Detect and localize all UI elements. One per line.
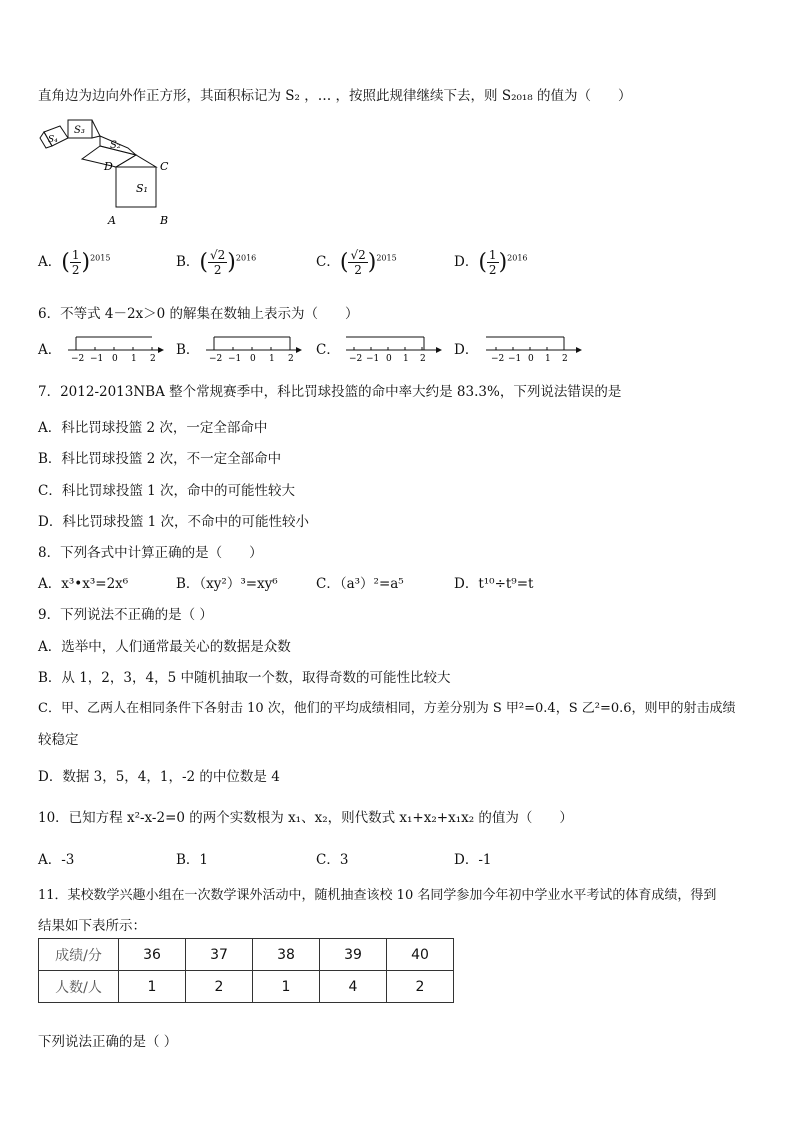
q9-option-c[interactable]: C．甲、乙两人在相同条件下各射击 10 次，他们的平均成绩相同，方差分别为 S 甲²=0.4，S 乙²=0.6，则甲的射击成绩	[38, 701, 736, 716]
q5-intro: 直角边为边向外作正方形，其面积标记为 S₂ ，… ，按照此规律继续下去，则 S₂₀₁₈ 的值为（ ）	[38, 88, 632, 104]
table-cell: 40	[387, 939, 454, 971]
q10-option-b[interactable]: B．1	[176, 852, 209, 868]
q7-option-a[interactable]: A．科比罚球投篮 2 次，一定全部命中	[38, 420, 268, 436]
q8-option-d[interactable]: D．t¹⁰÷t⁹=t	[454, 576, 534, 592]
q10-option-d[interactable]: D．-1	[454, 852, 492, 868]
svg-text:2: 2	[420, 354, 426, 364]
q6-number-line-c	[344, 328, 444, 364]
q6-option-c[interactable]: C．	[316, 342, 340, 358]
label-s2: S₂	[110, 140, 121, 151]
svg-text:−1: −1	[228, 354, 242, 364]
q9-stem: 9．下列说法不正确的是（ ）	[38, 607, 213, 623]
svg-text:2: 2	[288, 354, 294, 364]
svg-text:0: 0	[250, 354, 256, 364]
svg-text:1: 1	[545, 354, 551, 364]
svg-text:−1: −1	[508, 354, 522, 364]
table-cell: 1	[253, 971, 320, 1003]
q11-stem-line2: 结果如下表所示：	[38, 918, 146, 934]
svg-text:2: 2	[562, 354, 568, 364]
table-row	[39, 939, 454, 971]
svg-text:−2: −2	[491, 354, 505, 364]
table-cell: 2	[186, 971, 253, 1003]
table-cell: 37	[186, 939, 253, 971]
svg-text:−1: −1	[90, 354, 104, 364]
q11-stem-line1: 11．某校数学兴趣小组在一次数学课外活动中，随机抽查该校 10 名同学参加今年初中学业水平考试的体育成绩，得到	[38, 888, 717, 903]
table-cell: 38	[253, 939, 320, 971]
label-s1: S₁	[136, 182, 148, 195]
q5-option-c[interactable]: C．( $\frac{√2}{2}$ )$^{2015}$	[316, 248, 397, 277]
table-cell: 2	[387, 971, 454, 1003]
score-table	[38, 938, 454, 1003]
table-cell: 4	[320, 971, 387, 1003]
q9-option-c-continued: 较稳定	[38, 732, 79, 748]
q6-number-line-d	[484, 330, 584, 364]
svg-text:−2: −2	[71, 354, 85, 364]
q7-option-b[interactable]: B．科比罚球投篮 2 次，不一定全部命中	[38, 451, 282, 467]
q10-stem: 10．已知方程 x²-x-2=0 的两个实数根为 x₁、x₂，则代数式 x₁+x₂+x₁x₂ 的值为（ ）	[38, 810, 573, 826]
q5-option-d[interactable]: D．( $\frac{1}{2}$ )$^{2016}$	[454, 248, 528, 277]
svg-text:1: 1	[403, 354, 409, 364]
q11-question: 下列说法正确的是（ ）	[38, 1034, 178, 1050]
q7-stem: 7．2012-2013NBA 整个常规赛季中，科比罚球投篮的命中率大约是 83.3%，下列说法错误的是	[38, 384, 622, 400]
label-d: D	[104, 160, 113, 173]
q9-option-b[interactable]: B．从 1，2，3，4，5 中随机抽取一个数，取得奇数的可能性比较大	[38, 670, 451, 686]
svg-text:−2: −2	[349, 354, 363, 364]
svg-text:0: 0	[386, 354, 392, 364]
label-c: C	[160, 160, 169, 173]
q5-option-b[interactable]: B．( $\frac{√2}{2}$ )$^{2016}$	[176, 248, 257, 277]
svg-text:0: 0	[528, 354, 534, 364]
q6-option-a[interactable]: A．	[38, 342, 62, 358]
svg-text:1: 1	[131, 354, 137, 364]
q8-option-b[interactable]: B．（xy²）³=xy⁶	[176, 576, 278, 592]
q8-stem: 8．下列各式中计算正确的是（ ）	[38, 545, 263, 561]
table-header-cell: 人数/人	[39, 971, 119, 1003]
q10-option-c[interactable]: C．3	[316, 852, 349, 868]
q7-option-d[interactable]: D．科比罚球投篮 1 次，不命中的可能性较小	[38, 514, 309, 530]
label-s3: S₃	[74, 125, 85, 136]
svg-text:−1: −1	[366, 354, 380, 364]
q8-option-a[interactable]: A．x³•x³=2x⁶	[38, 576, 129, 592]
q7-option-c[interactable]: C．科比罚球投篮 1 次，命中的可能性较大	[38, 483, 296, 499]
svg-text:0: 0	[112, 354, 118, 364]
table-cell: 1	[119, 971, 186, 1003]
svg-text:1: 1	[269, 354, 275, 364]
table-cell: 36	[119, 939, 186, 971]
q6-stem: 6．不等式 4－2x＞0 的解集在数轴上表示为（ ）	[38, 306, 359, 322]
q5-squares-figure	[38, 108, 188, 232]
q9-option-a[interactable]: A．选举中，人们通常最关心的数据是众数	[38, 639, 291, 655]
q5-option-a[interactable]: A．( $\frac{1}{2}$ )$^{2015}$	[38, 248, 111, 277]
q9-option-d[interactable]: D．数据 3，5，4，1，-2 的中位数是 4	[38, 769, 280, 785]
q6-option-b[interactable]: B．	[176, 342, 200, 358]
q6-option-d[interactable]: D．	[454, 342, 479, 358]
label-s4: S₄	[48, 135, 58, 145]
table-row	[39, 971, 454, 1003]
svg-text:2: 2	[150, 354, 156, 364]
svg-text:−2: −2	[209, 354, 223, 364]
label-a: A	[108, 214, 116, 227]
table-header-cell: 成绩/分	[39, 939, 119, 971]
q8-option-c[interactable]: C．（a³）²=a⁵	[316, 576, 404, 592]
q6-number-line-b	[204, 330, 304, 364]
q10-option-a[interactable]: A．-3	[38, 852, 75, 868]
table-cell: 39	[320, 939, 387, 971]
label-b: B	[160, 214, 169, 227]
q6-number-line-a	[66, 330, 166, 364]
